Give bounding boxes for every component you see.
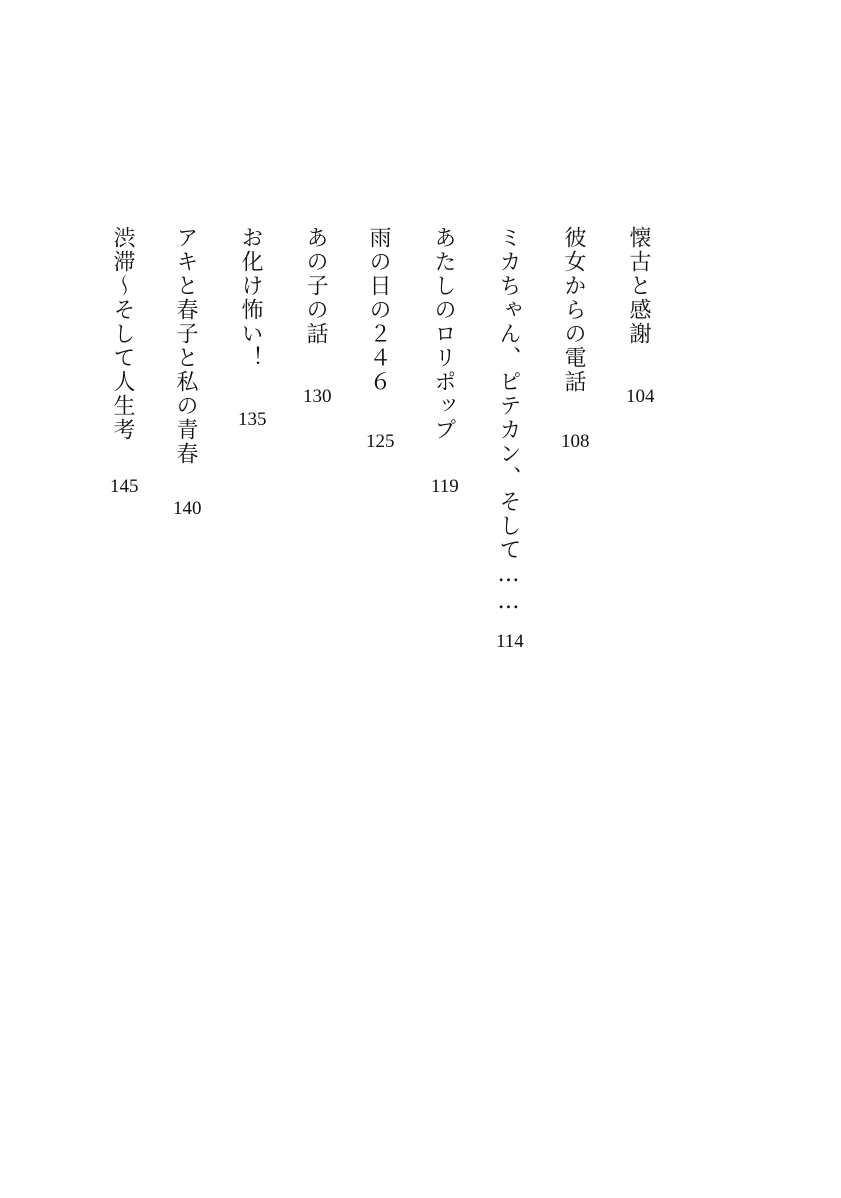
- toc-entry-title: あの子の話: [303, 226, 328, 346]
- toc-entry-page: 108: [561, 431, 590, 452]
- toc-entry-title: 懐古と感謝: [626, 226, 651, 346]
- toc-entry-title: お化け怖い！: [238, 226, 263, 370]
- toc-entry: [235, 226, 275, 430]
- toc-entry-title: 雨の日の２４６: [366, 226, 391, 394]
- toc-entry-page: 145: [110, 476, 139, 497]
- toc-entry-page: 130: [303, 386, 332, 407]
- toc-entry-page: 104: [626, 386, 655, 407]
- toc-entry: [170, 226, 210, 519]
- toc-entry: [428, 226, 468, 497]
- toc-entry-page: 119: [431, 476, 459, 497]
- toc-entry-title: アキと春子と私の青春: [173, 226, 198, 466]
- toc-entry: [107, 226, 147, 497]
- toc-entry-title: あたしのロリポップ: [431, 226, 456, 442]
- toc-entry-page: 140: [173, 498, 202, 519]
- toc-entry: [300, 226, 340, 407]
- toc-entry-page: 135: [238, 409, 267, 430]
- toc-entry-page: 125: [366, 431, 395, 452]
- toc-entry-title: ミカちゃん、ピテカン、そして……: [496, 226, 521, 616]
- toc-entry: [493, 226, 533, 652]
- toc-entry-page: 114: [496, 631, 524, 652]
- toc-entry: [363, 226, 403, 452]
- toc-entry: [558, 226, 598, 452]
- toc-entry-title: 彼女からの電話: [561, 226, 586, 394]
- toc-entry: [623, 226, 663, 407]
- toc-entry-title: 渋滞〜そして人生考: [110, 226, 135, 442]
